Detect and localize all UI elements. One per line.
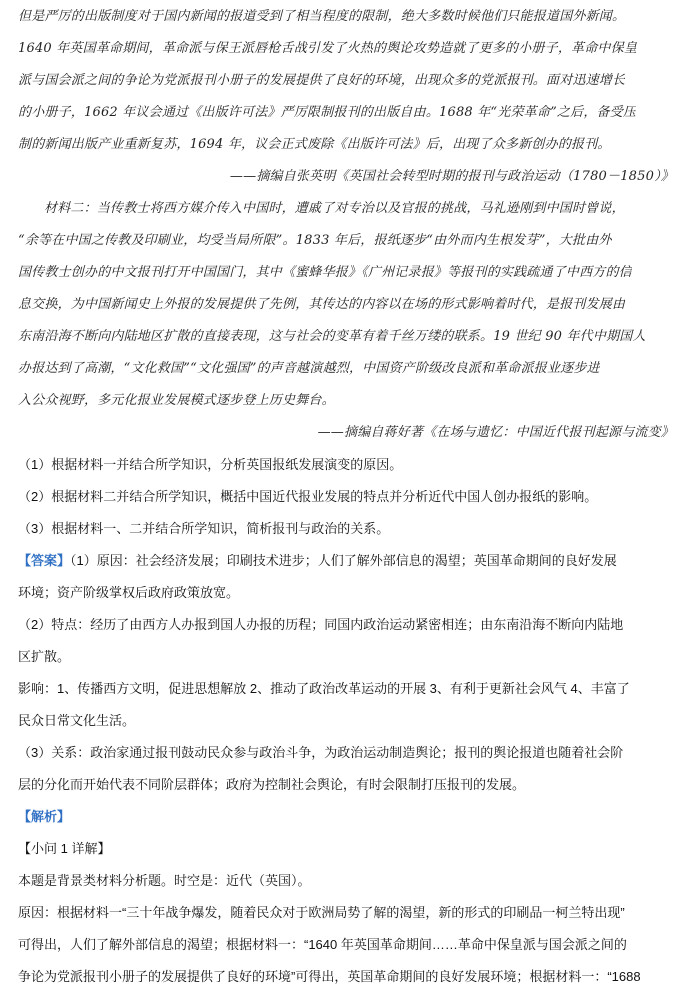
answer-1-cont: 环境；资产阶级掌权后政府政策放宽。 xyxy=(18,585,240,600)
analysis-line: 争论为党派报刊小册子的发展提供了良好的环境”可得出，英国革命期间的良好发展环境；根据材料一：“1688 xyxy=(18,969,641,984)
material1-source: ——摘编自张英明《英国社会转型时期的报刊与政治运动（1780－1850）》 xyxy=(229,169,674,184)
question-3: （3）根据材料一、二并结合所学知识，简析报刊与政治的关系。 xyxy=(18,521,390,536)
material2-line: 东南沿海不断向内陆地区扩散的直接表现，这与社会的变革有着千丝万缕的联系。19 世纪 90 年代中期国人 xyxy=(18,329,646,344)
material2-line: 材料二：当传教士将西方媒介传入中国时，遭戚了对专治以及官报的挑战，马礼逊刚到中国时曾说， xyxy=(44,201,625,216)
answer-3-cont: 层的分化而开始代表不同阶层群体；政府为控制社会舆论，有时会限制打压报刊的发展。 xyxy=(18,777,526,792)
question-1: （1）根据材料一并结合所学知识，分析英国报纸发展演变的原因。 xyxy=(18,457,403,472)
material2-line: 入公众视野，多元化报业发展模式逐步登上历史舞台。 xyxy=(18,393,335,408)
question-2: （2）根据材料二并结合所学知识，概括中国近代报业发展的特点并分析近代中国人创办报纸的影响。 xyxy=(18,489,598,504)
analysis-line: 本题是背景类材料分析题。时空是：近代（英国）。 xyxy=(18,873,311,888)
material2-line: “余等在中国之传教及印刷业，均受当局所限”。1833 年后，报纸逐步“由外而内生根发芽”，大批由外 xyxy=(18,233,612,248)
material2-line: 息交换，为中国新闻史上外报的发展提供了先例，其传达的内容以在场的形式影响着时代，是报刊发展由 xyxy=(18,297,626,312)
answer-impact-cont: 民众日常文化生活。 xyxy=(18,713,136,728)
answer-1-text: （1）原因：社会经济发展；印刷技术进步；人们了解外部信息的渴望；英国革命期间的良好发展 xyxy=(70,553,617,568)
answer-2-text: （2）特点：经历了由西方人办报到国人办报的历程；同国内政治运动紧密相连；由东南沿海不断向内陆地 xyxy=(18,617,624,632)
material2-source: ——摘编自蒋好著《在场与遗忆：中国近代报刊起源与流变》 xyxy=(317,425,674,440)
material1-line: 制的新闻出版产业重新复苏，1694 年，议会正式废除《出版许可法》后，出现了众多新创办的报刊。 xyxy=(18,137,611,152)
material2-line: 国传教士创办的中文报刊打开中国国门，其中《蜜蜂华报》《广州记录报》等报刊的实践疏通了中西方的信 xyxy=(18,265,632,280)
material1-line: 派与国会派之间的争论为党派报刊小册子的发展提供了良好的环境，出现众多的党派报刊。面对迅速增长 xyxy=(18,73,626,88)
analysis-subheading: 【小问 1 详解】 xyxy=(18,841,111,856)
answer-2-cont: 区扩散。 xyxy=(18,649,71,664)
analysis-line: 原因：根据材料一“三十年战争爆发，随着民众对于欧洲局势了解的渴望，新的形式的印刷品一柯兰特出现” xyxy=(18,905,625,920)
answer-line xyxy=(18,552,617,570)
analysis-tag: 【解析】 xyxy=(18,809,71,824)
answer-3-text: （3）关系：政治家通过报刊鼓动民众参与政治斗争，为政治运动制造舆论；报刊的舆论报道也随着社会阶 xyxy=(18,745,624,760)
material1-line: 但是严厉的出版制度对于国内新闻的报道受到了相当程度的限制，绝大多数时候他们只能报道国外新闻。 xyxy=(18,9,626,24)
answer-impact-text: 影响：1、传播西方文明，促进思想解放 2、推动了政治改革运动的开展 3、有利于更新社会风气 4、丰富了 xyxy=(18,681,630,696)
material1-line: 1640 年英国革命期间，革命派与保王派唇枪舌战引发了火热的舆论攻势造就了更多的小册子，革命中保皇 xyxy=(18,41,638,56)
answer-tag: 【答案】 xyxy=(18,553,71,568)
material2-line: 办报达到了高潮，“文化救国”“文化强国”的声音越演越烈，中国资产阶级改良派和革命派报业逐步进 xyxy=(18,361,600,376)
analysis-line: 可得出，人们了解外部信息的渴望；根据材料一：“1640 年英国革命期间……革命中保皇派与国会派之间的 xyxy=(18,937,627,952)
material1-line: 的小册子，1662 年议会通过《出版许可法》严厉限制报刊的出版自由。1688 年“光荣革命”之后，备受压 xyxy=(18,105,637,120)
